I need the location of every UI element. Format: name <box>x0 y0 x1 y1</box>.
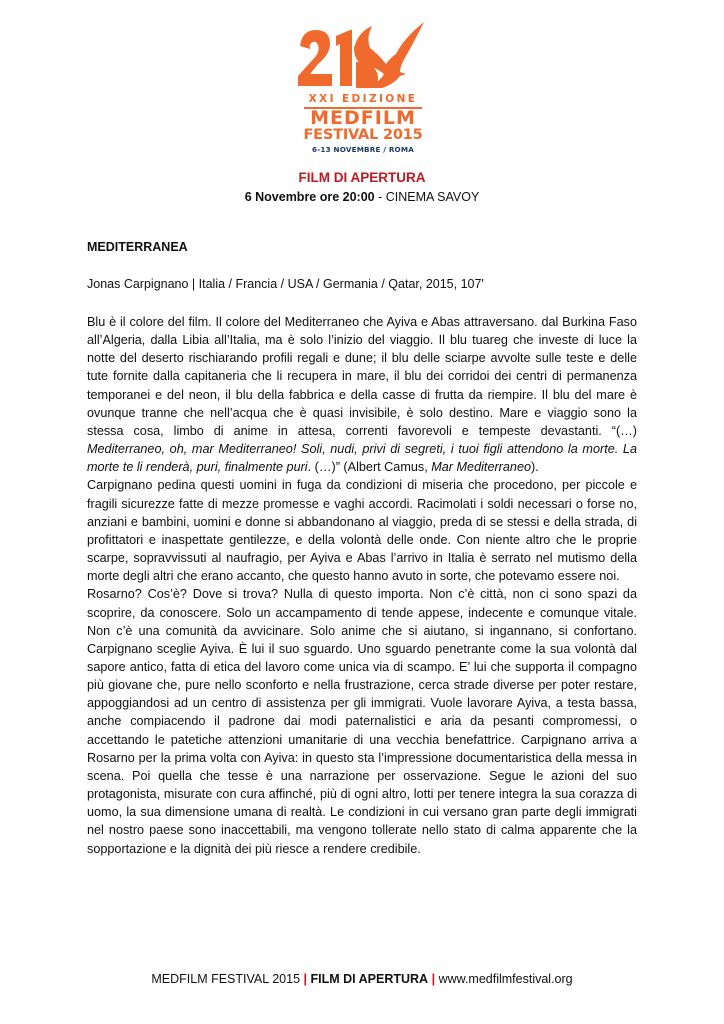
footer-website-link[interactable]: www.medfilmfestival.org <box>438 972 573 986</box>
logo-dates: 6-13 NOVEMBRE / ROMA <box>312 145 414 154</box>
footer-section: FILM DI APERTURA <box>310 972 429 986</box>
screening-separator: - <box>374 190 386 204</box>
page-footer <box>0 972 724 986</box>
synopsis-text: ). <box>531 460 539 475</box>
synopsis-text: . (…)” (Albert Camus, <box>307 460 432 475</box>
quote-source: Mar Mediterraneo <box>431 460 532 475</box>
synopsis-paragraph-3: Rosarno? Cos’è? Dove si trova? Nulla di questo importa. Non c’è città, non ci sono spazi da scoprire, da conoscere. Solo un accampamento di tende appese, indecente e comunque vitale. Non c’è una comunità da avvicinare. Solo anime che si aiutano, si ingannano, si confortano. Carpignano sceglie Ayiva. È lui il suo sguardo. Uno sguardo penetrante come la sua volontà dal sapore antico, fatta di etica del lavoro come unica via di scampo. E’ lui che supporta il compagno più giovane che, pure nello sconforto e nella frustrazione, cerca strade diverse per poter restare, appoggiandosi ad un centro di assistenza per gli immigrati. Vuole lavorare Ayiva, a testa bassa, anche compiacendo il padrone dai modi paternalistici e aria da pesanti compromessi, o accettando le patetiche attenzioni umanitarie di una vecchia benefattrice. Carpignano arriva a Rosarno per la prima volta con Ayiva: in questo sta l’impressione documentaristica della messa in scena. Poi quella che tesse è una narrazione per osservazione. Segue le azioni del suo protagonista, misurate con cura affinché, più di ogni altro, lotti per tenere integra la sua corazza di uomo, la sua dimensione umana di realtà. Le condizioni in cui versano gran parte degli immigrati nel nostro paese sono inaccettabili, ma vengono tollerate nello stato di calma apparente che la sopportazione e la dignità dei più riesce a rendere credibile. <box>87 587 637 856</box>
camus-quote: Mediterraneo, oh, mar Mediterraneo! Soli, nudi, privi di segreti, i tuoi figli attendono la morte. La morte te li renderà, puri, finalmente puri <box>87 442 637 475</box>
screening-info <box>0 190 724 204</box>
festival-logo <box>296 18 430 158</box>
film-title: MEDITERRANEA <box>87 240 188 254</box>
logo-name-line2: FESTIVAL 2015 <box>303 127 423 143</box>
synopsis-paragraph-2: Carpignano pedina questi uomini in fuga da condizioni di miseria che procedono, per piccole e fragili sicurezze fatte di mezze promesse e vaghi accordi. Racimolati i soldi necessari o forse no, anziani e bambini, uomini e donne si abbandonano al viaggio, preda di se stessi e della strada, di profittatori e inaspettate gentilezze, e della volontà delle onde. Con niente altro che le proprie scarpe, sopravvissuti al naufragio, per Ayiva e Abas l’arrivo in Italia è serrato nel mutismo della morte degli altri che erano accanto, che questo hanno avuto in sorte, che potevamo essere noi. <box>87 478 637 584</box>
synopsis <box>87 313 637 858</box>
synopsis-paragraph-1 <box>87 313 637 476</box>
logo-edition: XXI EDIZIONE <box>308 93 418 105</box>
film-credits: Jonas Carpignano | Italia / Francia / USA / Germania / Qatar, 2015, 107' <box>87 277 484 291</box>
page-title: FILM DI APERTURA <box>298 170 426 185</box>
screening-venue: CINEMA SAVOY <box>385 190 480 204</box>
footer-separator: | <box>431 972 436 986</box>
screening-date-time: 6 Novembre ore 20:00 <box>244 190 375 204</box>
logo-name-line1: MEDFILM <box>310 107 416 129</box>
synopsis-text: Blu è il colore del film. Il colore del Mediterraneo che Ayiva e Abas attraversano. dal Burkina Faso all’Algeria, dalla Libia all’Italia, ma è solo l’inizio del viaggio. Il blu tuareg che investe di luce la notte del deserto rischiarando profili regali e dune; il blu delle sciarpe avvolte sulle teste e delle tute fornite dalla capitaneria che li recupera in mare, il blu dei corridoi dei centri di permanenza temporanei e del neon, il blu della fabbrica e della casse di frutta da riempire. Il blu del mare è ovunque tranne che nell’acqua che è quasi invisibile, è solo destino. Mare e viaggio sono la stessa cosa, limbo di anime in attesa, correnti favorevoli e tempeste devastanti. “(…) <box>87 315 637 438</box>
footer-festival: MEDFILM FESTIVAL 2015 <box>151 972 301 986</box>
logo-21-dove-icon <box>296 18 430 93</box>
footer-separator: | <box>303 972 308 986</box>
